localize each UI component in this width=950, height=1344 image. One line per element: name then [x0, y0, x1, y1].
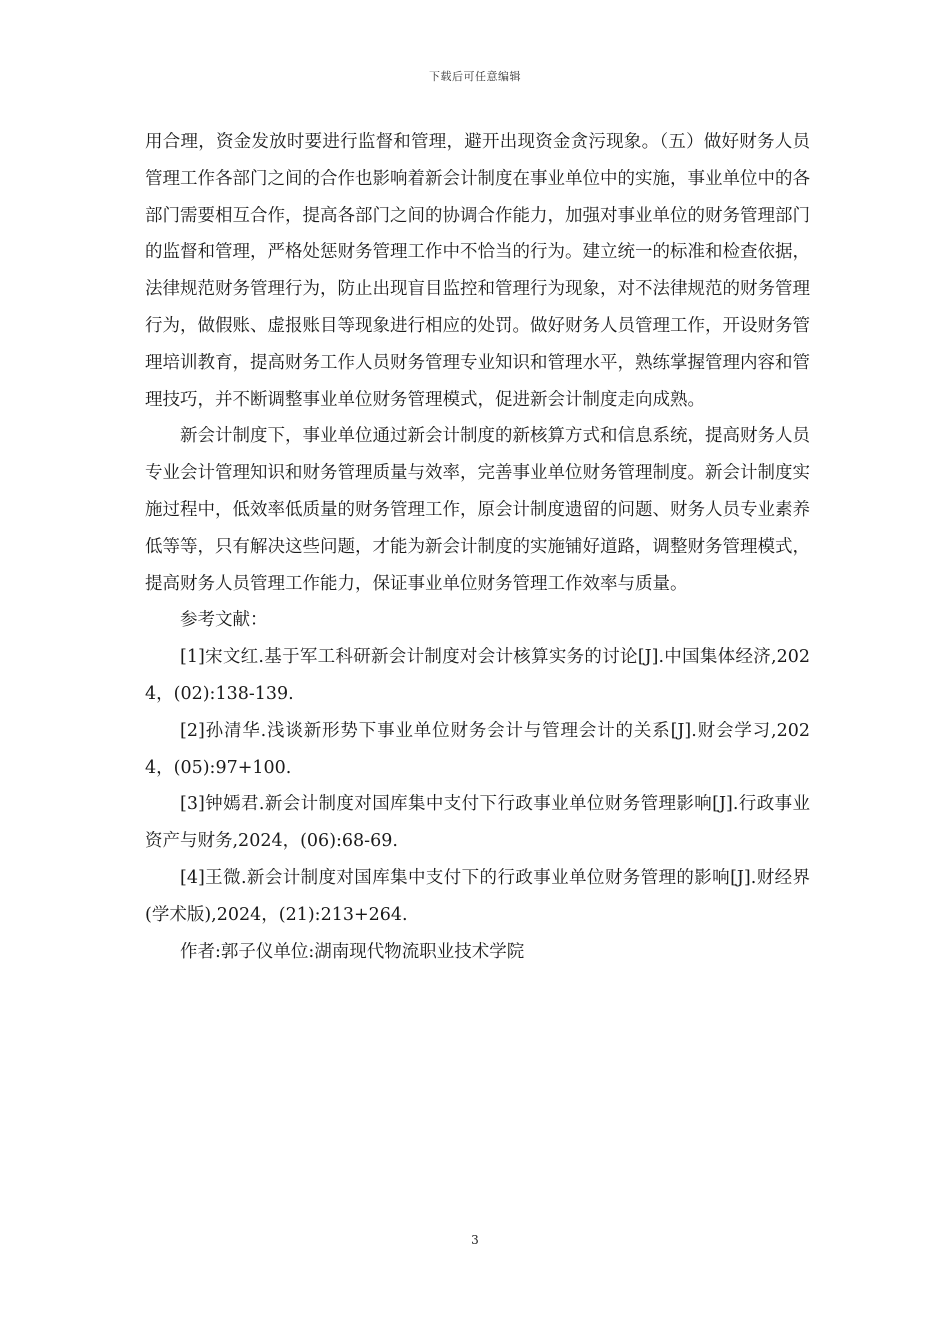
page-number: 3: [471, 1233, 479, 1247]
page-header: 下载后可任意编辑: [429, 70, 521, 83]
author-line: 作者:郭子仪单位:湖南现代物流职业技术学院: [180, 941, 525, 962]
document-body: [145, 124, 810, 970]
body-paragraph-1: 用合理，资金发放时要进行监督和管理，避开出现资金贪污现象。（五）做好财务人员管理工作各部门之间的合作也影响着新会计制度在事业单位中的实施，事业单位中的各部门需要相互合作，提高各部门之间的协调合作能力，加强对事业单位的财务管理部门的监督和管理，严格处惩财务管理工作中不恰当的行为。建立统一的标准和检查依据，法律规范财务管理行为，防止出现盲目监控和管理行为现象，对不法律规范的财务管理行为，做假账、虚报账目等现象进行相应的处罚。做好财务人员管理工作，开设财务管理培训教育，提高财务工作人员财务管理专业知识和管理水平，熟练掌握管理内容和管理技巧，并不断调整事业单位财务管理模式，促进新会计制度走向成熟。: [145, 132, 810, 410]
reference-3: [3]钟嫣君.新会计制度对国库集中支付下行政事业单位财务管理影响[J].行政事业资产与财务,2024，(06):68-69.: [145, 794, 810, 852]
reference-1: [1]宋文红.基于军工科研新会计制度对会计核算实务的讨论[J].中国集体经济,2024，(02):138-139.: [145, 647, 810, 704]
references-heading: 参考文献：: [180, 610, 268, 631]
body-paragraph-2: 新会计制度下，事业单位通过新会计制度的新核算方式和信息系统，提高财务人员专业会计管理知识和财务管理质量与效率，完善事业单位财务管理制度。新会计制度实施过程中，低效率低质量的财务管理工作，原会计制度遗留的问题、财务人员专业素养低等等，只有解决这些问题，才能为新会计制度的实施铺好道路，调整财务管理模式，提高财务人员管理工作能力，保证事业单位财务管理工作效率与质量。: [145, 426, 810, 594]
reference-4: [4]王微.新会计制度对国库集中支付下的行政事业单位财务管理的影响[J].财经界(学术版),2024，(21):213+264.: [145, 867, 810, 925]
reference-2: [2]孙清华.浅谈新形势下事业单位财务会计与管理会计的关系[J].财会学习,2024，(05):97+100.: [145, 720, 810, 778]
